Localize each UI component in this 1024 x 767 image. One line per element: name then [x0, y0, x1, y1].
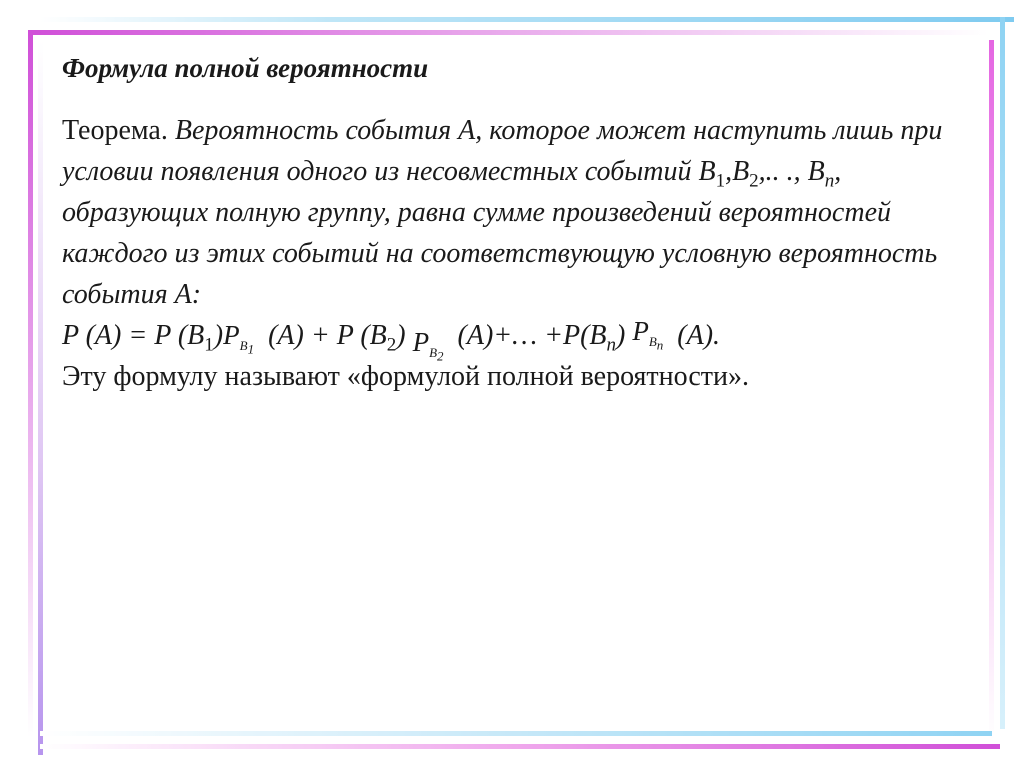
theorem-sub-n: n — [824, 170, 835, 192]
formula-a-1: (A) — [268, 320, 304, 351]
formula-p-b2-sub — [429, 345, 444, 364]
frame-top-inner-bar — [28, 30, 988, 35]
frame-bottom-outer-bar — [40, 744, 1000, 749]
formula-conditional-p-b2 — [412, 327, 444, 364]
formula-conditional-p-b1 — [223, 320, 255, 357]
formula-a-3: (A). — [677, 320, 721, 351]
theorem-text-part2: , образующих полную группу, равна сумме произведений вероятностей каждого из этих событий на соответствующую условную вероятность события А: — [62, 156, 938, 310]
theorem-paragraph — [62, 110, 977, 397]
theorem-label: Теорема. — [62, 115, 168, 146]
frame-right-outer-bar — [1000, 17, 1005, 729]
formula-p-b1-letter: B — [239, 338, 248, 354]
slide-title: Формула полной вероятности — [62, 53, 429, 83]
formula-b1-sub: 1 — [204, 334, 214, 356]
formula-close-1: ) — [213, 320, 224, 351]
frame-right-inner-bar — [989, 40, 994, 740]
formula-line — [62, 316, 721, 364]
formula-p-symbol-3: P — [632, 316, 649, 346]
frame-left-outer-bar — [38, 40, 43, 755]
theorem-text-part1: Вероятность события А, которое может наступить лишь при условии появления одного из несовместных событий B — [62, 115, 943, 187]
formula-p-bn-sub — [648, 334, 664, 353]
formula-conditional-p-bn — [632, 316, 664, 353]
closing-sentence: Эту формулу называют «формулой полной вероятности». — [62, 361, 749, 392]
formula-lhs: P (A) = P (B — [62, 320, 205, 351]
formula-p-b1-index: 1 — [247, 341, 255, 357]
formula-p-b2-index: 2 — [437, 348, 444, 364]
formula-b2-sub: 2 — [386, 334, 397, 356]
frame-top-outer-bar — [40, 17, 1014, 22]
formula-p-bn-index: n — [656, 337, 664, 353]
formula-p-b1-sub — [239, 338, 255, 357]
theorem-sub-1: 1 — [715, 170, 726, 192]
formula-a-2: (A)+… +P(B — [457, 320, 607, 351]
formula-plus-1: + P (B — [303, 320, 387, 351]
theorem-comma-b: ,B — [725, 156, 750, 187]
frame-bottom-inner-bar — [40, 731, 992, 736]
theorem-dots-b: ,.. ., B — [758, 156, 825, 187]
formula-bn-sub: n — [606, 334, 616, 356]
formula-p-symbol-2: P — [412, 327, 430, 357]
formula-p-bn-letter: B — [648, 334, 657, 350]
formula-close-3: ) — [616, 320, 626, 351]
formula-p-b2-letter: B — [429, 345, 438, 361]
formula-close-2: ) — [396, 320, 406, 351]
frame-left-inner-bar — [28, 30, 33, 738]
slide-content — [62, 50, 977, 397]
theorem-sub-2: 2 — [749, 170, 759, 192]
formula-p-symbol-1: P — [223, 320, 240, 350]
